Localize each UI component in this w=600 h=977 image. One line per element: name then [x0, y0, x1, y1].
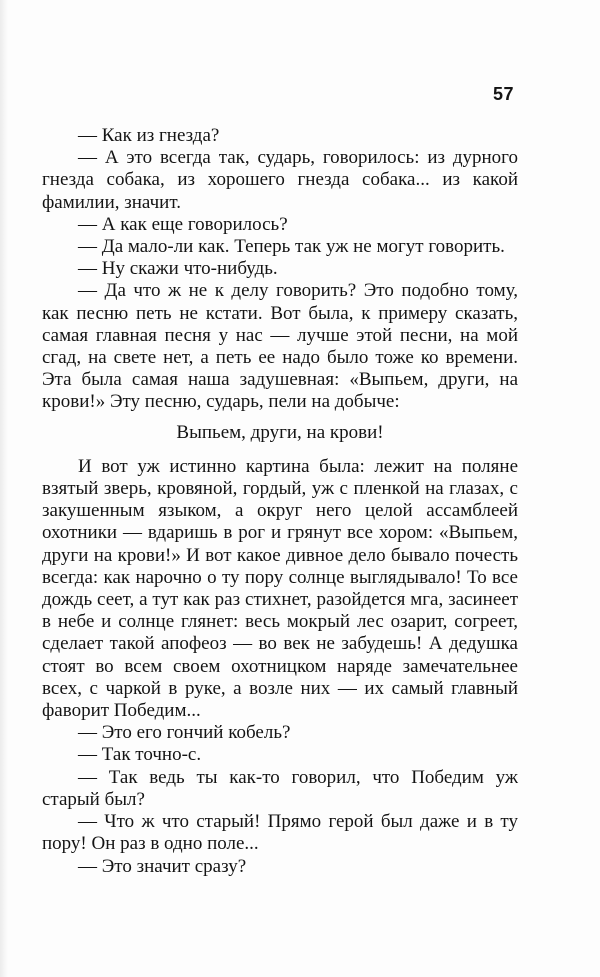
dialogue-line: — Это значит сразу?	[78, 855, 247, 877]
dialogue-line: — Да что ж не к делу говорить? Это подобно тому, как песню петь не кстати. Вот была, к примеру сказать, самая главная песня у нас — лучше этой песни, на мой сгад, на свете нет, а петь ее надо было тоже ко времени. Эта была самая наша задушевная: «Выпьем, други, на крови!» Эту песню, сударь, пели на добыче:	[42, 280, 518, 413]
dialogue-line: — Так ведь ты как-то говорил, что Победим уж старый был?	[42, 766, 518, 810]
narrative-paragraph: И вот уж истинно картина была: лежит на поляне взятый зверь, кровяной, гордый, уж с пленкой на глазах, с закушенным языком, а округ него целой ассамблеей охотники — вдаришь в рог и грянут все хором: «Выпьем, други на крови!» И вот какое дивное дело бывало почесть всегда: как нарочно о ту пору солнце выглядывало! То все дождь сеет, а тут как раз стихнет, разойдется мга, засинеет в небе и солнце глянет: весь мокрый лес озарит, согреет, сделает такой апофеоз — во век не забудешь! А дедушка стоят во всем своем охотницком наряде замечательнее всех, с чаркой в руке, а возле них — их самый главный фаворит Победим...	[42, 455, 518, 722]
dialogue-line: — Так точно-с.	[78, 744, 202, 766]
dialogue-line: — Как из гнезда?	[78, 125, 220, 146]
dialogue-line: — Ну скажи что-нибудь.	[78, 258, 278, 280]
page-text	[42, 125, 518, 878]
page-number: 57	[492, 84, 514, 104]
page-edge-shadow	[0, 0, 8, 977]
dialogue-line: — Что ж что старый! Прямо герой был даже и в ту пору! Он раз в одно поле...	[42, 811, 518, 855]
dialogue-line: — Да мало-ли как. Теперь так уж не могут говорить.	[78, 236, 505, 258]
song-verse: Выпьем, други, на крови!	[176, 421, 384, 443]
dialogue-line: — А это всегда так, сударь, говорилось: из дурного гнезда собака, из хорошего гнезда собака... из какой фамилии, значит.	[42, 147, 518, 213]
dialogue-line: — А как еще говорилось?	[78, 213, 288, 235]
dialogue-line: — Это его гончий кобель?	[78, 722, 291, 744]
